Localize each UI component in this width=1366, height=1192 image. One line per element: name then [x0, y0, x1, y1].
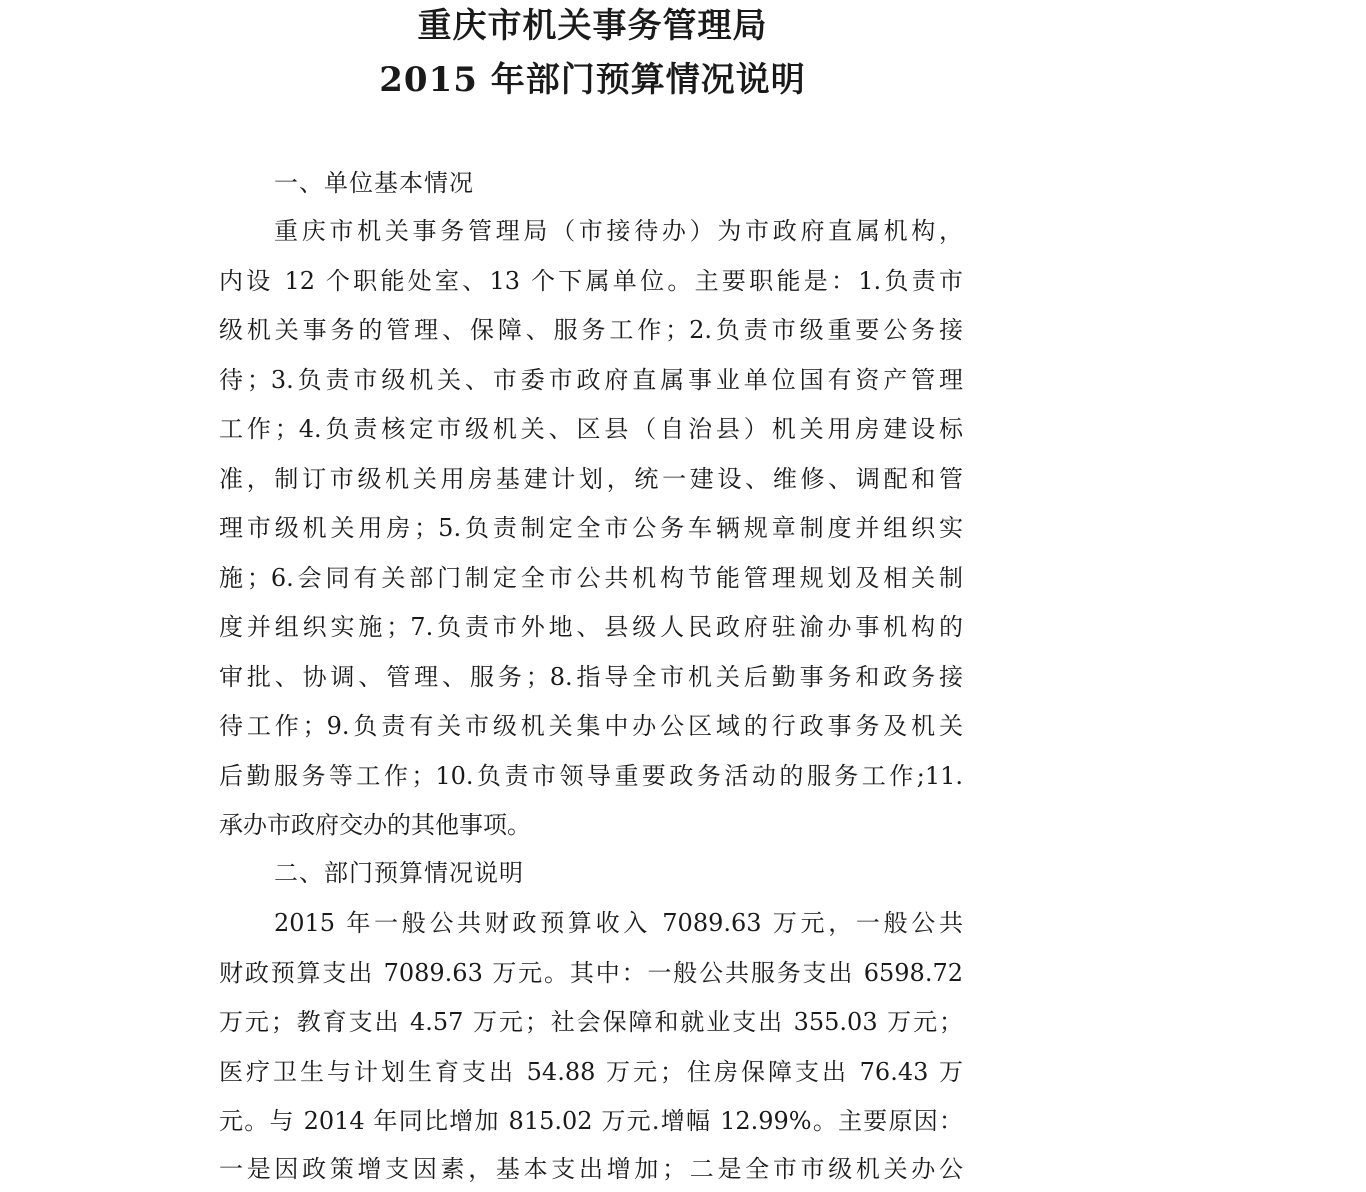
document-title-line1: 重庆市机关事务管理局 — [417, 6, 768, 46]
section1-paragraph-line: 审批、协调、管理、服务；8.指导全市机关后勤事务和政务接 — [219, 663, 963, 691]
section1-paragraph-line: 内设 12 个职能处室、13 个下属单位。主要职能是：1.负责市 — [219, 267, 963, 295]
document-title-line2: 2015 年部门预算情况说明 — [379, 60, 806, 100]
section1-paragraph-line: 承办市政府交办的其他事项。 — [219, 811, 531, 839]
section2-paragraph-line: 万元；教育支出 4.57 万元；社会保障和就业支出 355.03 万元； — [219, 1008, 963, 1036]
section1-paragraph-line: 级机关事务的管理、保障、服务工作；2.负责市级重要公务接 — [219, 316, 963, 344]
section2-paragraph-line: 财政预算支出 7089.63 万元。其中：一般公共服务支出 6598.72 — [219, 959, 963, 987]
section2-paragraph-line: 一是因政策增支因素，基本支出增加；二是全市市级机关办公 — [219, 1155, 963, 1183]
section1-paragraph-line: 后勤服务等工作；10.负责市领导重要政务活动的服务工作;11. — [219, 762, 963, 790]
section2-heading: 二、部门预算情况说明 — [274, 859, 524, 887]
section1-paragraph-line: 度并组织实施；7.负责市外地、县级人民政府驻渝办事机构的 — [219, 613, 963, 641]
section2-paragraph-line: 元。与 2014 年同比增加 815.02 万元.增幅 12.99%。主要原因： — [219, 1107, 963, 1135]
section1-paragraph-line: 准，制订市级机关用房基建计划，统一建设、维修、调配和管 — [219, 465, 963, 493]
section1-paragraph-line: 待；3.负责市级机关、市委市政府直属事业单位国有资产管理 — [219, 366, 963, 394]
section1-paragraph-line: 工作；4.负责核定市级机关、区县（自治县）机关用房建设标 — [219, 415, 963, 443]
section2-paragraph-line: 2015 年一般公共财政预算收入 7089.63 万元，一般公共 — [274, 909, 963, 937]
section1-paragraph-line: 理市级机关用房；5.负责制定全市公务车辆规章制度并组织实 — [219, 514, 963, 542]
section2-paragraph-line: 医疗卫生与计划生育支出 54.88 万元；住房保障支出 76.43 万 — [219, 1058, 963, 1086]
section1-paragraph-line: 待工作；9.负责有关市级机关集中办公区域的行政事务及机关 — [219, 712, 963, 740]
section1-heading: 一、单位基本情况 — [274, 169, 474, 197]
section1-paragraph-line: 重庆市机关事务管理局（市接待办）为市政府直属机构， — [274, 217, 963, 245]
section1-paragraph-line: 施；6.会同有关部门制定全市公共机构节能管理规划及相关制 — [219, 564, 963, 592]
